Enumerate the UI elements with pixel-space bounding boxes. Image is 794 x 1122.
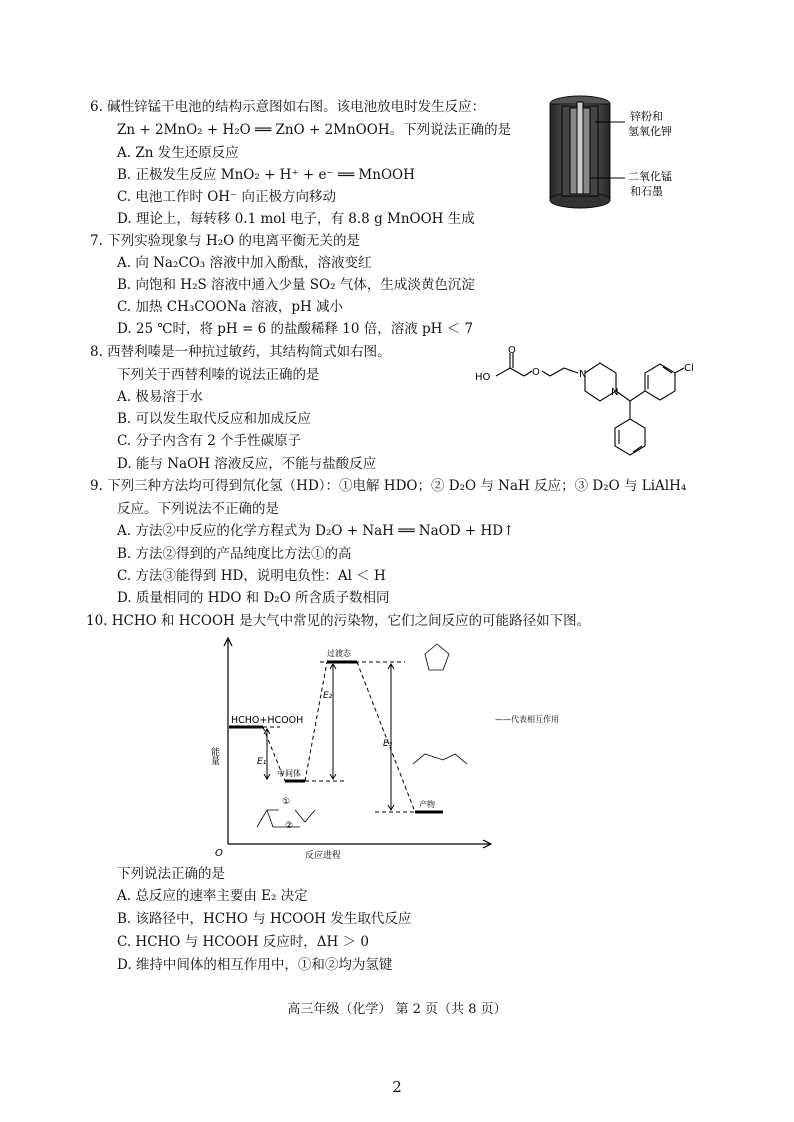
q8-option-c: C. 分子内含有 2 个手性碳原子 [117,433,302,449]
q8-stem: 8. 西替利嗪是一种抗过敏药，其结构简式如右图。 [90,344,391,360]
q9-stem-cont: 反应。下列说法不正确的是 [117,501,279,517]
q6-option-d: D. 理论上，每转移 0.1 mol 电子，有 8.8 g MnOOH 生成 [117,211,475,227]
battery-figure [540,92,690,212]
label-mno2: 二氧化锰 [628,170,672,183]
q10-option-c: C. HCHO 与 HCOOH 反应时，ΔH ＞ 0 [117,934,369,950]
q8-option-b: B. 可以发生取代反应和加成反应 [117,411,312,427]
reactants-label: HCHO+HCOOH [231,715,304,726]
q9-option-b: B. 方法②得到的产品纯度比方法①的高 [117,546,352,562]
q10-option-b: B. 该路径中，HCHO 与 HCOOH 发生取代反应 [117,911,412,927]
q6-equation: Zn + 2MnO₂ + H₂O ══ ZnO + 2MnOOH。下列说法正确的是 [117,122,512,138]
q7-stem: 7. 下列实验现象与 H₂O 的电离平衡无关的是 [90,233,361,249]
mark-2: ② [285,821,294,831]
product-label: 产物 [419,800,435,809]
q8-option-a: A. 极易溶于水 [117,389,203,405]
struct-o-ether: O [532,367,540,378]
q9-option-c: C. 方法③能得到 HD，说明电负性：Al ＜ H [117,568,386,584]
q10-option-a: A. 总反应的速率主要由 E₂ 决定 [117,888,308,904]
e2-label: E₂ [323,691,333,701]
page-footer: 高三年级（化学） 第 2 页（共 8 页） [287,1002,507,1017]
q7-option-d: D. 25 ℃时，将 pH = 6 的盐酸稀释 10 倍，溶液 pH ＜ 7 [117,321,474,337]
x-axis-label: 反应进程 [305,851,342,861]
struct-cl: Cl [684,363,694,374]
q9-option-a: A. 方法②中反应的化学方程式为 D₂O + NaH ══ NaOD + HD↑ [117,523,515,539]
q8-question: 下列关于西替利嗪的说法正确的是 [117,367,320,383]
cetirizine-structure [470,345,715,470]
q10-stem: 10. HCHO 和 HCOOH 是大气中常见的污染物，它们之间反应的可能路径如下图。 [86,613,591,629]
q10-option-d: D. 维持中间体的相互作用中，①和②均为氢键 [117,957,393,973]
e3-label: E₃ [383,739,393,749]
q7-option-a: A. 向 Na₂CO₃ 溶液中加入酚酞，溶液变红 [117,255,372,271]
q6-option-c: C. 电池工作时 OH⁻ 向正极方向移动 [117,189,336,205]
struct-n2: N [611,387,619,398]
mark-1: ① [282,797,291,807]
q6-option-b: B. 正极发生反应 MnO₂ + H⁺ + e⁻ ══ MnOOH [117,167,415,183]
energy-diagram [205,632,615,862]
struct-ho: HO [475,372,491,383]
y-axis-label: 能量 [209,747,219,765]
page-number: 2 [392,1078,402,1096]
q6-option-a: A. Zn 发生还原反应 [117,145,239,161]
transition-label: 过渡态 [327,649,351,658]
intermediate-label: 中间体 [277,769,301,778]
q10-question: 下列说法正确的是 [117,866,225,882]
struct-n1: N [579,369,587,380]
struct-o-carbonyl: O [508,345,516,356]
q9-option-d: D. 质量相同的 HDO 和 D₂O 所含质子数相同 [117,590,390,606]
q6-stem: 6. 碱性锌锰干电池的结构示意图如右图。该电池放电时发生反应： [90,99,486,115]
q9-stem: 9. 下列三种方法均可得到氘化氢（HD）：①电解 HDO；② D₂O 与 NaH 反应；③ D₂O 与 LiAlH₄ [90,478,687,494]
origin-label: O [215,848,223,859]
label-zinc: 锌粉和 [630,110,663,123]
q7-option-b: B. 向饱和 H₂S 溶液中通入少量 SO₂ 气体，生成淡黄色沉淀 [117,277,475,293]
legend-text: ——代表相互作用 [495,715,559,724]
q7-option-c: C. 加热 CH₃COONa 溶液，pH 减小 [117,299,344,315]
e1-label: E₁ [257,757,267,767]
label-graphite: 和石墨 [630,185,663,198]
q8-option-d: D. 能与 NaOH 溶液反应，不能与盐酸反应 [117,456,377,472]
label-koh: 氢氧化钾 [628,125,672,138]
